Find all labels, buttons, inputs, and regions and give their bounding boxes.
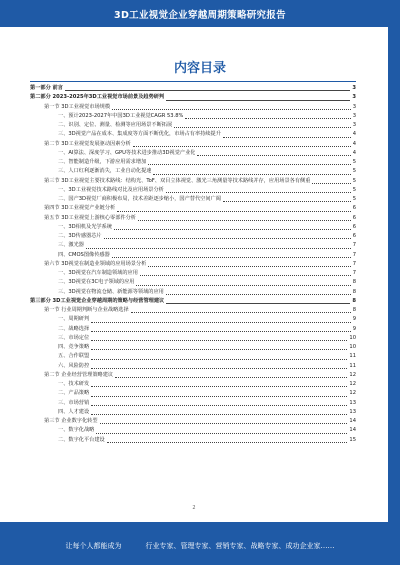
toc-entry[interactable] bbox=[30, 232, 356, 241]
toc-leader bbox=[312, 183, 350, 184]
toc-entry-page: 6 bbox=[352, 214, 356, 221]
toc-leader bbox=[91, 414, 347, 415]
toc-entry-page: 12 bbox=[349, 371, 356, 378]
toc-entry-page: 6 bbox=[352, 205, 356, 212]
toc-top-rule bbox=[30, 81, 356, 82]
toc-leader bbox=[100, 423, 348, 424]
toc-entry-title: 第四节 3D工业视觉产业链分析 bbox=[44, 205, 116, 212]
toc-leader bbox=[185, 118, 350, 119]
toc-entry-page: 10 bbox=[349, 344, 356, 350]
toc-entry-title: 四、CMOS图像传感器 bbox=[58, 251, 110, 258]
toc-entry-title: 第二节 3D工业视觉发展驱动因素分析 bbox=[44, 140, 131, 147]
toc-entry[interactable] bbox=[30, 352, 356, 361]
toc-entry[interactable] bbox=[30, 343, 356, 352]
toc-leader bbox=[96, 433, 347, 434]
page-number: 2 bbox=[192, 505, 196, 511]
toc-entry[interactable] bbox=[30, 204, 356, 213]
toc-leader bbox=[107, 442, 348, 443]
toc-leader bbox=[174, 127, 351, 128]
toc-entry-title: 一、3D相机及光学系统 bbox=[58, 223, 112, 230]
toc-entry[interactable] bbox=[30, 380, 356, 389]
toc-leader bbox=[166, 192, 351, 193]
toc-entry-page: 10 bbox=[349, 334, 356, 341]
toc-entry-title: 二、战略选择 bbox=[58, 325, 90, 332]
toc-leader bbox=[166, 100, 350, 101]
toc-entry-title: 第三部分 3D工业视觉企业穿越周期的策略与经营管理建议 bbox=[30, 297, 165, 304]
toc-entry[interactable] bbox=[30, 158, 356, 167]
toc-leader bbox=[86, 248, 351, 249]
toc-entry[interactable] bbox=[30, 417, 356, 426]
toc-leader bbox=[166, 294, 351, 295]
toc-leader bbox=[138, 220, 351, 221]
toc-entry-page: 6 bbox=[352, 233, 356, 239]
toc-entry[interactable] bbox=[30, 325, 356, 334]
toc-entry-title: 四、人才建设 bbox=[58, 408, 90, 415]
toc-entry[interactable] bbox=[30, 130, 356, 139]
toc-entry-page: 8 bbox=[352, 307, 356, 313]
header-bar bbox=[0, 0, 400, 27]
toc-entry-title: 一、周期研判 bbox=[58, 316, 90, 323]
toc-entry-page: 15 bbox=[349, 436, 356, 443]
toc-leader bbox=[112, 257, 351, 258]
toc-entry[interactable] bbox=[30, 260, 356, 269]
toc-entry-page: 3 bbox=[352, 94, 356, 101]
toc-entry-title: 一、数字化战略 bbox=[58, 427, 95, 434]
footer-slogan bbox=[0, 541, 400, 551]
toc-entry-title: 一、3D视觉在汽车制造领域的应用 bbox=[58, 270, 138, 276]
toc-leader bbox=[91, 349, 347, 350]
toc-entry-page: 5 bbox=[352, 168, 356, 175]
toc-entry-page: 7 bbox=[352, 251, 356, 258]
toc-entry[interactable] bbox=[30, 112, 356, 121]
toc-entry-title: 六、风险防控 bbox=[58, 362, 90, 369]
toc-entry[interactable] bbox=[30, 426, 356, 435]
toc-entry-title: 第一节 行业周期判断与企业战略选择 bbox=[44, 307, 129, 313]
report-title: 3D工业视觉企业穿越周期策略研究报告 bbox=[114, 9, 286, 21]
toc-leader bbox=[140, 275, 351, 276]
toc-entry-page: 5 bbox=[352, 186, 356, 193]
toc-entry-title: 三、3D视觉在物流仓储、新能源等领域的应用 bbox=[58, 288, 164, 295]
toc-leader bbox=[91, 405, 347, 406]
toc-leader bbox=[114, 229, 351, 230]
toc-leader bbox=[153, 174, 350, 175]
toc-entry[interactable] bbox=[30, 371, 356, 380]
toc-leader bbox=[91, 368, 347, 369]
toc-entry-page: 6 bbox=[352, 223, 356, 230]
toc-entry-page: 5 bbox=[352, 177, 356, 184]
toc-entry-title: 第三节 企业数字化转型 bbox=[44, 418, 98, 424]
toc-leader bbox=[133, 146, 351, 147]
toc-leader bbox=[223, 201, 351, 202]
side-accent-bar bbox=[388, 27, 400, 522]
toc-leader bbox=[112, 109, 351, 110]
toc-leader bbox=[131, 312, 351, 313]
toc-entry-page: 8 bbox=[352, 297, 356, 304]
toc-entry[interactable] bbox=[30, 195, 356, 204]
toc-leader bbox=[104, 238, 351, 239]
toc-entry-title: 第二部分 2023-2025年3D工业视觉市场前景及趋势研判 bbox=[30, 94, 165, 101]
toc-entry-title: 一、技术研发 bbox=[58, 381, 90, 387]
toc-entry-page: 3 bbox=[352, 85, 356, 91]
toc-entry-title: 五、合作联盟 bbox=[58, 353, 90, 360]
toc-entry-page: 3 bbox=[352, 122, 356, 128]
toc-leader bbox=[148, 164, 350, 165]
toc-leader bbox=[91, 322, 351, 323]
toc-leader bbox=[117, 211, 350, 212]
toc-entry-page: 8 bbox=[352, 279, 356, 286]
toc-entry[interactable] bbox=[30, 315, 356, 324]
toc-entry-title: 第三节 3D工业视觉主要技术路线：结构光、ToF、双目立体视觉、激光三角测量等技术路线并存，应用场景各有侧重 bbox=[44, 177, 311, 184]
toc-entry-page: 9 bbox=[352, 316, 356, 323]
toc-entry[interactable] bbox=[30, 140, 356, 149]
toc-entry[interactable] bbox=[30, 93, 356, 102]
toc-entry-page: 12 bbox=[349, 390, 356, 397]
toc-entry-page: 9 bbox=[352, 325, 356, 332]
toc-entry-page: 14 bbox=[349, 427, 356, 434]
toc-leader bbox=[91, 386, 347, 387]
toc-entry-page: 5 bbox=[352, 159, 356, 165]
toc-leader bbox=[197, 155, 350, 156]
toc-entry-page: 11 bbox=[349, 362, 356, 369]
toc-entry-title: 二、识别、定位、测量、检测等应用场景不断拓展 bbox=[58, 122, 173, 128]
toc-entry[interactable] bbox=[30, 408, 356, 417]
toc-entry-title: 三、市场定位 bbox=[58, 334, 90, 341]
table-of-contents bbox=[30, 84, 356, 445]
toc-entry[interactable] bbox=[30, 177, 356, 186]
toc-entry-title: 二、智能制造升级，下游应用需求增加 bbox=[58, 159, 147, 165]
toc-leader bbox=[148, 266, 350, 267]
toc-leader bbox=[91, 396, 347, 397]
toc-entry-title: 三、3D视觉产品在成本、集成度等方面不断优化，市场占有率持续提升 bbox=[58, 131, 221, 138]
toc-entry[interactable] bbox=[30, 84, 356, 93]
toc-entry[interactable] bbox=[30, 269, 356, 278]
toc-title: 内容目录 bbox=[173, 61, 226, 76]
toc-entry[interactable] bbox=[30, 251, 356, 260]
footer-lead: 让每个人都能成为 bbox=[65, 542, 122, 550]
footer-roles: 行业专家、管理专家、营销专家、战略专家、成功企业家…… bbox=[145, 542, 335, 550]
toc-entry-page: 5 bbox=[352, 196, 356, 202]
toc-entry-page: 7 bbox=[352, 242, 356, 249]
toc-entry-title: 第六节 3D视觉在制造业领域的应用场景分析 bbox=[44, 260, 147, 267]
toc-entry-page: 13 bbox=[349, 408, 356, 415]
toc-entry[interactable] bbox=[30, 278, 356, 287]
toc-leader bbox=[91, 340, 347, 341]
toc-entry[interactable] bbox=[30, 186, 356, 195]
toc-entry-title: 三、激光器 bbox=[58, 242, 84, 249]
toc-leader bbox=[91, 359, 347, 360]
toc-leader bbox=[65, 90, 350, 91]
toc-entry-title: 二、数字化平台建设 bbox=[58, 436, 105, 443]
toc-entry[interactable] bbox=[30, 362, 356, 371]
toc-entry-page: 14 bbox=[349, 418, 356, 424]
toc-leader bbox=[91, 331, 351, 332]
toc-entry[interactable] bbox=[30, 149, 356, 158]
toc-entry-page: 7 bbox=[352, 270, 356, 276]
toc-entry-title: 二、3D视觉在3C电子领域的应用 bbox=[58, 279, 135, 286]
toc-entry-page: 3 bbox=[352, 112, 356, 119]
toc-entry[interactable] bbox=[30, 241, 356, 250]
toc-entry-page: 7 bbox=[352, 260, 356, 267]
toc-entry[interactable] bbox=[30, 121, 356, 130]
toc-entry[interactable] bbox=[30, 214, 356, 223]
toc-entry[interactable] bbox=[30, 389, 356, 398]
toc-entry-page: 3 bbox=[352, 103, 356, 110]
toc-leader bbox=[166, 303, 350, 304]
toc-entry-title: 二、3D传感器芯片 bbox=[58, 233, 102, 239]
toc-entry-title: 三、人口红利逐渐消失，工业自动化提速 bbox=[58, 168, 152, 175]
toc-entry-title: 一、AI算法、深度学习、GPU等技术进步推动3D视觉产业化 bbox=[58, 149, 196, 156]
toc-entry-page: 4 bbox=[352, 140, 356, 147]
toc-entry-title: 一、预计2023-2027年中国3D工业视觉CAGR 53.8% bbox=[58, 112, 184, 119]
toc-entry[interactable] bbox=[30, 297, 356, 306]
toc-entry-title: 第一节 3D工业视觉市场规模 bbox=[44, 103, 111, 110]
toc-leader bbox=[136, 285, 350, 286]
toc-entry-title: 三、市场营销 bbox=[58, 399, 90, 406]
toc-entry-title: 一、3D工业视觉技术路线对比及应用场景分析 bbox=[58, 186, 164, 193]
toc-entry-page: 12 bbox=[349, 381, 356, 387]
toc-entry-page: 4 bbox=[352, 149, 356, 156]
toc-entry[interactable] bbox=[30, 334, 356, 343]
toc-entry-title: 二、产品策略 bbox=[58, 390, 90, 397]
toc-entry[interactable] bbox=[30, 167, 356, 176]
toc-leader bbox=[115, 377, 347, 378]
toc-entry[interactable] bbox=[30, 103, 356, 112]
toc-entry-page: 8 bbox=[352, 288, 356, 295]
toc-entry-page: 13 bbox=[349, 399, 356, 406]
toc-leader bbox=[223, 137, 351, 138]
toc-entry-title: 二、国产3D视觉厂商积极布局，技术差距逐步缩小，国产替代空间广阔 bbox=[58, 196, 221, 202]
toc-entry-page: 11 bbox=[349, 353, 356, 360]
toc-entry[interactable] bbox=[30, 399, 356, 408]
toc-entry-title: 第五节 3D工业视觉上游核心零部件分析 bbox=[44, 214, 136, 221]
toc-entry-title: 第一部分 前言 bbox=[30, 85, 63, 91]
toc-entry[interactable] bbox=[30, 288, 356, 297]
toc-entry-title: 四、竞争策略 bbox=[58, 344, 90, 350]
toc-entry-page: 4 bbox=[352, 131, 356, 138]
toc-entry[interactable] bbox=[30, 436, 356, 445]
toc-entry-title: 第二节 企业经营管理策略建议 bbox=[44, 371, 114, 378]
toc-entry[interactable] bbox=[30, 223, 356, 232]
toc-entry[interactable] bbox=[30, 306, 356, 315]
